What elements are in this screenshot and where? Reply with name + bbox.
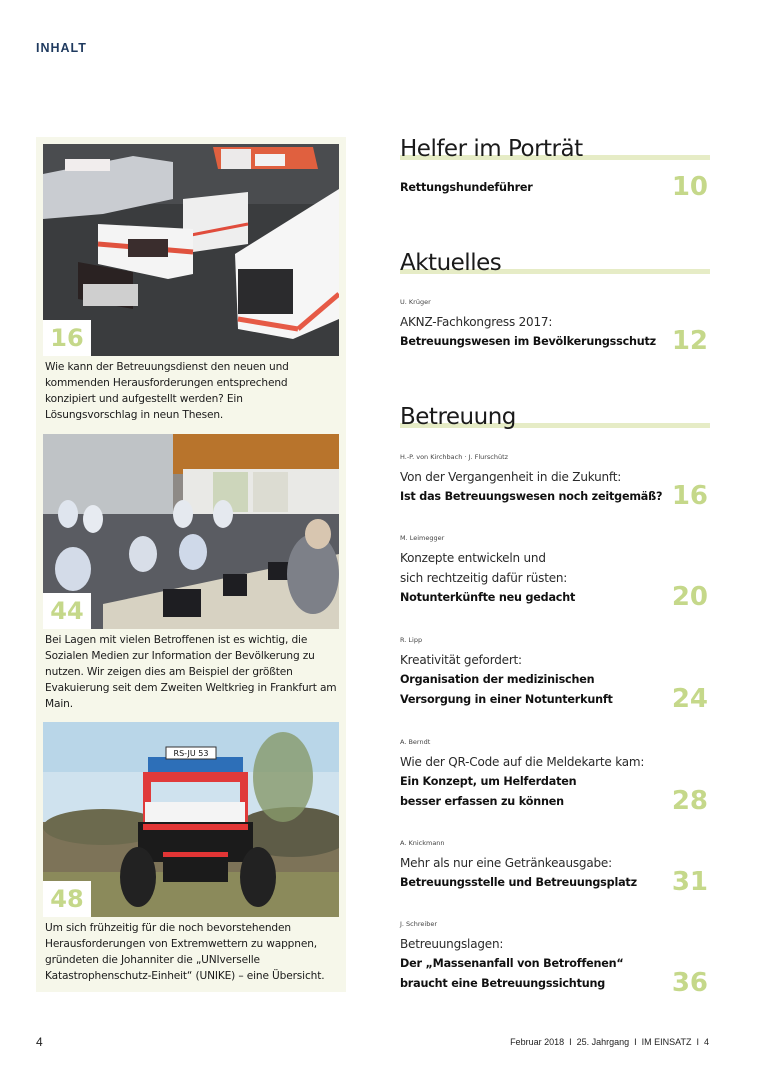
entry-headline: Notunterkünfte neu gedacht: [400, 591, 576, 604]
feature-caption: Wie kann der Betreuungsdienst den neuen und kommenden Herausforderungen entsprechend konzipiert und aufgestellt werden? Ein Lösungsvorschlag in neun Thesen.: [45, 361, 289, 421]
section-label: INHALT: [36, 41, 87, 55]
toc-entry[interactable]: [400, 172, 710, 202]
toc-entry[interactable]: [400, 534, 710, 612]
feature-card-44[interactable]: [36, 427, 346, 720]
toc-entry[interactable]: [400, 636, 710, 714]
entry-headline: Betreuungsstelle und Betreuungsplatz: [400, 876, 637, 889]
entry-page-number: 16: [671, 481, 708, 511]
entry-kicker: AKNZ-Fachkongress 2017:: [400, 315, 553, 329]
entry-kicker: sich rechtzeitig dafür rüsten:: [400, 571, 568, 585]
entry-kicker: Betreuungslagen:: [400, 937, 504, 951]
entry-page-number: 20: [671, 582, 708, 612]
entry-headline: besser erfassen zu können: [400, 795, 564, 808]
entry-kicker: Wie der QR-Code auf die Meldekarte kam:: [400, 755, 645, 769]
entry-author: A. Berndt: [400, 738, 431, 746]
toc-entry[interactable]: [400, 920, 710, 998]
feature-page-number: 48: [43, 881, 91, 917]
entry-headline: Organisation der medizinischen: [400, 673, 595, 686]
footer-page-number: 4: [36, 1035, 43, 1049]
category-title: Helfer im Porträt: [400, 136, 583, 162]
toc-entry[interactable]: [400, 453, 710, 511]
entry-page-number: 31: [671, 867, 708, 897]
toc-entry[interactable]: [400, 738, 710, 816]
entry-author: J. Schreiber: [400, 920, 438, 928]
entry-headline: Versorgung in einer Notunterkunft: [400, 693, 613, 706]
entry-author: U. Krüger: [400, 298, 431, 306]
category-title: Betreuung: [400, 404, 516, 430]
photo-emergency-vehicles-hall: [43, 144, 339, 356]
entry-page-number: 12: [671, 326, 708, 356]
category-title: Aktuelles: [400, 250, 502, 276]
entry-kicker: Mehr als nur eine Getränkeausgabe:: [400, 856, 612, 870]
entry-kicker: Kreativität gefordert:: [400, 653, 522, 667]
footer-issue-info: Februar 2018 I 25. Jahrgang I IM EINSATZ I 4: [510, 1037, 709, 1047]
entry-headline: braucht eine Betreuungssichtung: [400, 977, 606, 990]
entry-kicker: Konzepte entwickeln und: [400, 551, 546, 565]
photo-offroad-vehicle: [43, 722, 339, 917]
feature-card-48[interactable]: [36, 715, 346, 992]
entry-headline: Der „Massenanfall von Betroffenen“: [400, 957, 624, 970]
entry-headline: Betreuungswesen im Bevölkerungsschutz: [400, 335, 656, 348]
entry-author: A. Knickmann: [400, 839, 445, 847]
entry-page-number: 28: [671, 786, 708, 816]
entry-page-number: 36: [671, 968, 708, 998]
entry-headline: Rettungshundeführer: [400, 181, 533, 194]
entry-headline: Ist das Betreuungswesen noch zeitgemäß?: [400, 490, 663, 503]
feature-caption: Bei Lagen mit vielen Betroffenen ist es wichtig, die Sozialen Medien zur Information der Bevölkerung zu nutzen. Wir zeigen dies am Beispiel der größten Evakuierung seit dem Zweiten Weltkrieg in Frankfurt am Main.: [45, 634, 337, 710]
feature-page-number: 16: [43, 320, 91, 356]
category-betreuung: [400, 402, 710, 432]
category-helfer-im-portraet: [400, 134, 710, 164]
entry-page-number: 24: [671, 684, 708, 714]
svg-text:RS-JU 53: RS-JU 53: [173, 749, 209, 758]
feature-caption: Um sich frühzeitig für die noch bevorstehenden Herausforderungen von Extremwettern zu wappnen, gründeten die Johanniter die „UNIverselle Katastrophenschutz-Einheit“ (UNIKE) – eine Übersicht.: [45, 922, 325, 982]
entry-author: M. Leimegger: [400, 534, 445, 542]
feature-card-16[interactable]: [36, 137, 346, 431]
entry-author: H.-P. von Kirchbach · J. Flurschütz: [400, 453, 509, 461]
toc-entry[interactable]: [400, 298, 710, 356]
entry-page-number: 10: [671, 172, 708, 202]
entry-author: R. Lipp: [400, 636, 423, 644]
category-aktuelles: [400, 248, 710, 278]
entry-headline: Ein Konzept, um Helferdaten: [400, 775, 577, 788]
entry-kicker: Von der Vergangenheit in die Zukunft:: [400, 470, 622, 484]
toc-entry[interactable]: [400, 839, 710, 897]
photo-command-center: [43, 434, 339, 629]
feature-page-number: 44: [43, 593, 91, 629]
